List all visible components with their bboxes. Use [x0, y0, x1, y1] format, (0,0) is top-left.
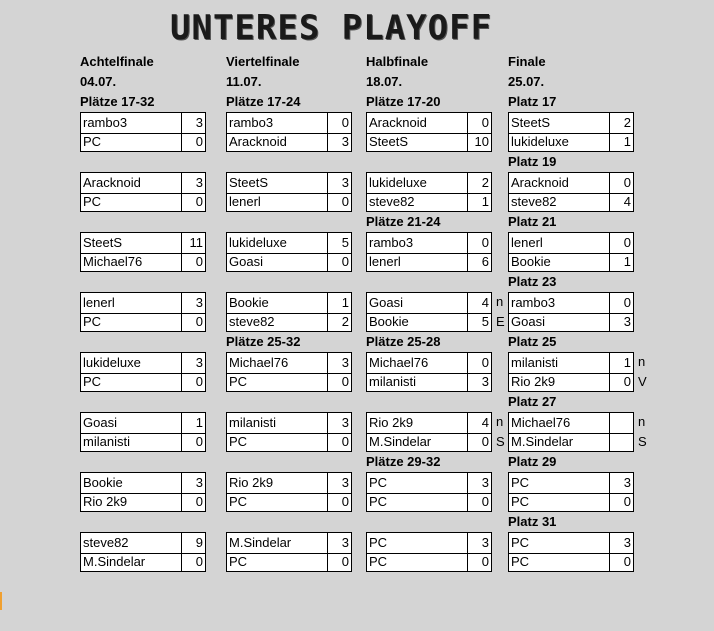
match-row: [227, 132, 351, 152]
player-name: lenerl: [369, 254, 401, 269]
match-box: [508, 232, 634, 272]
match-row: [509, 533, 633, 554]
round-name: Achtelfinale: [80, 54, 154, 69]
player-score: 3: [609, 312, 634, 332]
player-name: Michael76: [369, 355, 429, 370]
match-row: [509, 353, 633, 374]
section-label: Platz 31: [508, 514, 557, 529]
match-row: [367, 113, 491, 134]
match-box: [80, 172, 206, 212]
section-label: Plätze 17-32: [80, 94, 155, 109]
player-score: 3: [467, 533, 492, 553]
player-name: Aracknoid: [511, 175, 569, 190]
player-name: Goasi: [83, 415, 117, 430]
player-name: milanisti: [229, 415, 276, 430]
match-box: [366, 112, 492, 152]
player-name: lenerl: [83, 295, 115, 310]
player-name: PC: [369, 535, 388, 550]
section-label: Platz 23: [508, 274, 557, 289]
match-row: [367, 473, 491, 494]
match-box: [508, 112, 634, 152]
player-name: Michael76: [229, 355, 289, 370]
match-row: [509, 552, 633, 572]
player-name: Aracknoid: [83, 175, 141, 190]
player-score: 0: [181, 252, 206, 272]
match-row: [81, 113, 205, 134]
player-name: Rio 2k9: [229, 475, 274, 490]
section-label: Platz 25: [508, 334, 557, 349]
match-box: [366, 352, 492, 392]
player-score: [609, 432, 634, 452]
match-note: n: [638, 354, 646, 369]
section-label: Platz 27: [508, 394, 557, 409]
edge-marker: [0, 592, 2, 610]
player-name: PC: [229, 554, 248, 569]
match-row: [81, 432, 205, 452]
match-row: [227, 113, 351, 134]
player-name: M.Sindelar: [369, 434, 432, 449]
section-label: Plätze 17-24: [226, 94, 301, 109]
player-score: [609, 413, 634, 433]
player-score: 0: [181, 132, 206, 152]
match-row: [227, 533, 351, 554]
player-name: PC: [369, 494, 388, 509]
player-score: 0: [467, 353, 492, 373]
player-score: 0: [327, 192, 352, 212]
player-name: PC: [511, 494, 530, 509]
round-name: Viertelfinale: [226, 54, 300, 69]
match-box: [366, 172, 492, 212]
round-date: 11.07.: [226, 74, 262, 89]
section-label: Platz 17: [508, 94, 557, 109]
player-name: milanisti: [511, 355, 558, 370]
match-row: [509, 312, 633, 332]
player-name: Bookie: [229, 295, 269, 310]
player-name: steve82: [511, 194, 557, 209]
match-row: [367, 312, 491, 332]
match-row: [367, 252, 491, 272]
player-score: 11: [181, 233, 206, 253]
match-row: [81, 132, 205, 152]
player-score: 0: [181, 492, 206, 512]
player-score: 3: [327, 132, 352, 152]
player-score: 0: [181, 372, 206, 392]
match-box: [80, 292, 206, 332]
player-name: Rio 2k9: [369, 415, 414, 430]
player-score: 5: [467, 312, 492, 332]
match-row: [509, 372, 633, 392]
match-row: [367, 173, 491, 194]
match-box: [226, 352, 352, 392]
player-name: PC: [511, 554, 530, 569]
match-row: [509, 233, 633, 254]
player-score: 3: [327, 173, 352, 193]
match-row: [227, 432, 351, 452]
match-box: [226, 472, 352, 512]
section-label: Plätze 17-20: [366, 94, 441, 109]
player-name: lukideluxe: [369, 175, 427, 190]
player-score: 0: [327, 113, 352, 133]
player-score: 1: [609, 252, 634, 272]
match-box: [80, 112, 206, 152]
match-row: [81, 173, 205, 194]
match-row: [227, 353, 351, 374]
match-box: [508, 472, 634, 512]
match-row: [227, 173, 351, 194]
player-name: Goasi: [229, 254, 263, 269]
player-score: 3: [467, 372, 492, 392]
player-score: 0: [609, 233, 634, 253]
match-row: [367, 413, 491, 434]
match-note: S: [638, 434, 647, 449]
player-name: PC: [229, 434, 248, 449]
player-name: lenerl: [229, 194, 261, 209]
player-score: 0: [467, 432, 492, 452]
player-score: 0: [609, 173, 634, 193]
player-name: M.Sindelar: [83, 554, 146, 569]
player-name: PC: [83, 314, 102, 329]
match-box: [226, 412, 352, 452]
player-score: 0: [467, 233, 492, 253]
player-name: steve82: [369, 194, 415, 209]
match-note: n: [638, 414, 646, 429]
match-box: [226, 532, 352, 572]
match-note: V: [638, 374, 647, 389]
match-row: [227, 312, 351, 332]
match-box: [226, 292, 352, 332]
match-box: [80, 352, 206, 392]
section-label: Plätze 25-28: [366, 334, 441, 349]
player-score: 3: [327, 533, 352, 553]
player-name: steve82: [83, 535, 129, 550]
player-name: lenerl: [511, 235, 543, 250]
match-row: [81, 372, 205, 392]
player-name: PC: [83, 134, 102, 149]
player-name: Aracknoid: [369, 115, 427, 130]
player-score: 4: [609, 192, 634, 212]
match-box: [508, 292, 634, 332]
match-box: [508, 172, 634, 212]
player-name: SteetS: [369, 134, 409, 149]
player-name: PC: [369, 475, 388, 490]
match-row: [227, 233, 351, 254]
player-name: milanisti: [83, 434, 130, 449]
match-box: [80, 412, 206, 452]
match-row: [367, 432, 491, 452]
player-name: Aracknoid: [229, 134, 287, 149]
player-name: rambo3: [83, 115, 128, 130]
player-score: 4: [467, 293, 492, 313]
player-name: Bookie: [511, 254, 551, 269]
match-box: [80, 532, 206, 572]
match-row: [367, 353, 491, 374]
player-score: 3: [181, 473, 206, 493]
player-name: Rio 2k9: [511, 374, 556, 389]
match-row: [81, 312, 205, 332]
match-row: [81, 533, 205, 554]
round-date: 04.07.: [80, 74, 117, 89]
player-score: 0: [181, 192, 206, 212]
player-name: PC: [83, 374, 102, 389]
player-score: 0: [467, 552, 492, 572]
player-name: Michael76: [511, 415, 571, 430]
section-label: Plätze 21-24: [366, 214, 441, 229]
player-score: 6: [467, 252, 492, 272]
match-row: [367, 492, 491, 512]
player-name: Rio 2k9: [83, 494, 128, 509]
player-score: 0: [467, 492, 492, 512]
match-row: [227, 413, 351, 434]
match-row: [367, 192, 491, 212]
match-box: [226, 232, 352, 272]
player-score: 1: [327, 293, 352, 313]
match-row: [509, 413, 633, 434]
player-score: 0: [467, 113, 492, 133]
match-row: [509, 192, 633, 212]
match-row: [509, 132, 633, 152]
player-name: lukideluxe: [83, 355, 141, 370]
match-row: [81, 233, 205, 254]
player-name: M.Sindelar: [511, 434, 574, 449]
player-score: 2: [609, 113, 634, 133]
match-row: [367, 132, 491, 152]
player-score: 5: [327, 233, 352, 253]
player-name: rambo3: [511, 295, 556, 310]
match-row: [81, 252, 205, 272]
player-name: PC: [511, 475, 530, 490]
match-row: [509, 473, 633, 494]
match-row: [81, 293, 205, 314]
player-name: PC: [229, 494, 248, 509]
player-score: 0: [609, 372, 634, 392]
player-name: PC: [229, 374, 248, 389]
match-note: E: [496, 314, 505, 329]
match-row: [367, 552, 491, 572]
player-name: PC: [511, 535, 530, 550]
round-name: Finale: [508, 54, 546, 69]
player-score: 3: [327, 353, 352, 373]
match-row: [81, 413, 205, 434]
player-score: 2: [327, 312, 352, 332]
player-score: 0: [181, 312, 206, 332]
match-row: [509, 293, 633, 314]
match-box: [366, 472, 492, 512]
player-score: 3: [181, 353, 206, 373]
match-row: [81, 192, 205, 212]
player-name: Bookie: [83, 475, 123, 490]
section-label: Platz 19: [508, 154, 557, 169]
player-score: 10: [467, 132, 492, 152]
match-row: [367, 372, 491, 392]
player-score: 1: [181, 413, 206, 433]
match-row: [227, 492, 351, 512]
match-row: [509, 113, 633, 134]
player-score: 3: [181, 113, 206, 133]
player-score: 0: [327, 492, 352, 512]
player-score: 3: [327, 413, 352, 433]
player-name: PC: [83, 194, 102, 209]
match-box: [366, 412, 492, 452]
player-name: rambo3: [369, 235, 414, 250]
player-score: 1: [609, 132, 634, 152]
match-row: [227, 372, 351, 392]
player-name: Bookie: [369, 314, 409, 329]
match-row: [509, 252, 633, 272]
player-score: 0: [327, 552, 352, 572]
match-box: [80, 232, 206, 272]
section-label: Plätze 29-32: [366, 454, 441, 469]
player-score: 0: [181, 552, 206, 572]
player-score: 0: [609, 293, 634, 313]
round-name: Halbfinale: [366, 54, 429, 69]
match-row: [509, 492, 633, 512]
match-row: [227, 473, 351, 494]
player-score: 9: [181, 533, 206, 553]
player-score: 3: [181, 293, 206, 313]
player-name: steve82: [229, 314, 275, 329]
match-note: n: [496, 414, 504, 429]
player-score: 3: [609, 533, 634, 553]
player-name: M.Sindelar: [229, 535, 292, 550]
match-box: [508, 532, 634, 572]
match-row: [227, 293, 351, 314]
section-label: Platz 29: [508, 454, 557, 469]
match-row: [81, 473, 205, 494]
match-note: n: [496, 294, 504, 309]
section-label: Plätze 25-32: [226, 334, 301, 349]
player-score: 0: [327, 372, 352, 392]
player-name: SteetS: [229, 175, 269, 190]
match-box: [366, 292, 492, 332]
player-name: SteetS: [83, 235, 123, 250]
match-row: [509, 173, 633, 194]
player-name: Goasi: [511, 314, 545, 329]
player-score: 0: [609, 492, 634, 512]
section-label: Platz 21: [508, 214, 557, 229]
player-name: lukideluxe: [229, 235, 287, 250]
player-score: 1: [609, 353, 634, 373]
player-score: 0: [327, 252, 352, 272]
player-score: 2: [467, 173, 492, 193]
player-score: 4: [467, 413, 492, 433]
match-row: [227, 552, 351, 572]
player-score: 3: [467, 473, 492, 493]
match-box: [226, 172, 352, 212]
player-score: 3: [327, 473, 352, 493]
player-name: lukideluxe: [511, 134, 569, 149]
player-name: rambo3: [229, 115, 274, 130]
player-name: PC: [369, 554, 388, 569]
match-box: [80, 472, 206, 512]
match-box: [366, 232, 492, 272]
match-row: [81, 492, 205, 512]
round-date: 25.07.: [508, 74, 545, 89]
match-row: [81, 353, 205, 374]
page-title: UNTERES PLAYOFF: [170, 8, 493, 48]
round-date: 18.07.: [366, 74, 403, 89]
match-row: [227, 192, 351, 212]
player-score: 0: [609, 552, 634, 572]
match-box: [508, 352, 634, 392]
player-score: 0: [327, 432, 352, 452]
match-row: [509, 432, 633, 452]
player-name: milanisti: [369, 374, 416, 389]
player-score: 0: [181, 432, 206, 452]
player-score: 3: [181, 173, 206, 193]
player-name: Goasi: [369, 295, 403, 310]
match-row: [367, 233, 491, 254]
match-row: [367, 533, 491, 554]
player-name: SteetS: [511, 115, 551, 130]
player-score: 1: [467, 192, 492, 212]
match-row: [367, 293, 491, 314]
match-box: [508, 412, 634, 452]
match-row: [81, 552, 205, 572]
match-box: [226, 112, 352, 152]
match-row: [227, 252, 351, 272]
player-score: 3: [609, 473, 634, 493]
player-name: Michael76: [83, 254, 143, 269]
match-box: [366, 532, 492, 572]
match-note: S: [496, 434, 505, 449]
